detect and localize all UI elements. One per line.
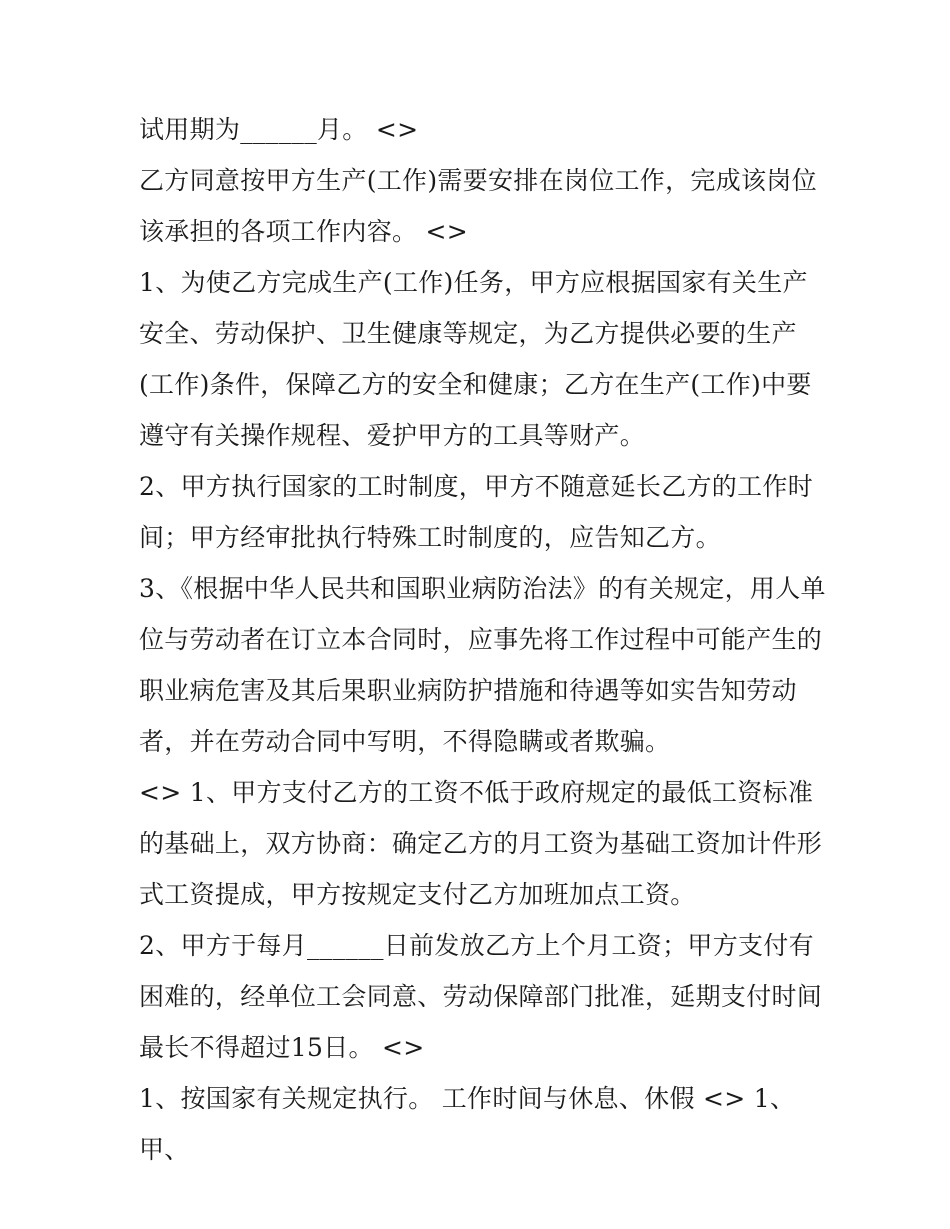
paragraph-wage-standard: <> 1、甲方支付乙方的工资不低于政府规定的最低工资标准的基础上，双方协商：确定乙方的月工资为基础工资加计件形式工资提成，甲方按规定支付乙方加班加点工资。 <box>139 778 823 909</box>
paragraph-working-hours: 2、甲方执行国家的工时制度，甲方不随意延长乙方的工作时间；甲方经审批执行特殊工时制度的，应告知乙方。 <box>139 472 814 552</box>
paragraph-wage-payment-date: 2、甲方于每月______日前发放乙方上个月工资；甲方支付有困难的，经单位工会同意、劳动保障部门批准，延期支付时间最长不得超过15日。 <> <box>139 931 823 1062</box>
document-body <box>139 104 829 1175</box>
paragraph-occupational-disease: 3、《根据中华人民共和国职业病防治法》的有关规定，用人单位与劳动者在订立本合同时，应事先将工作过程中可能产生的职业病危害及其后果职业病防护措施和待遇等如实告知劳动者，并在劳动合同中写明，不得隐瞒或者欺骗。 <box>139 574 826 756</box>
paragraph-job-assignment: 乙方同意按甲方生产(工作)需要安排在岗位工作，完成该岗位该承担的各项工作内容。 <> <box>139 166 817 246</box>
paragraph-probation: 试用期为______月。 <> <box>139 115 419 144</box>
paragraph-rest-leave: 1、按国家有关规定执行。 工作时间与休息、休假 <> 1、甲、 <box>139 1084 796 1164</box>
paragraph-safety-conditions: 1、为使乙方完成生产(工作)任务，甲方应根据国家有关生产安全、劳动保护、卫生健康等规定，为乙方提供必要的生产(工作)条件，保障乙方的安全和健康；乙方在生产(工作)中要遵守有关操作规程、爱护甲方的工具等财产。 <box>139 268 812 450</box>
